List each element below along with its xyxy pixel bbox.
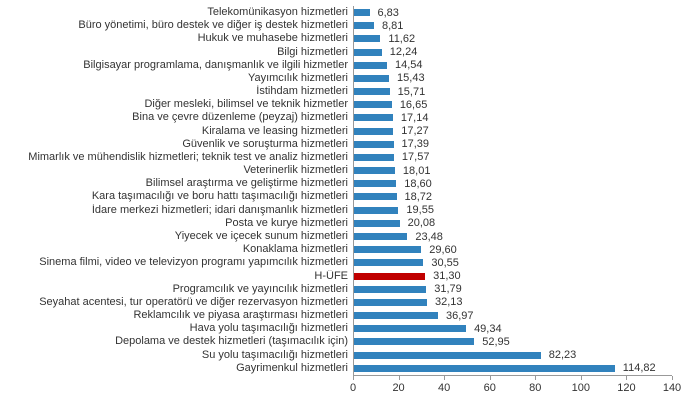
value-label: 14,54	[395, 59, 423, 72]
value-label: 15,43	[397, 72, 425, 85]
x-axis-tick-label: 40	[438, 381, 451, 394]
category-label: Veterinerlik hizmetleri	[243, 164, 348, 177]
x-axis-tick-label: 80	[529, 381, 542, 394]
bar	[354, 49, 382, 56]
x-axis-tick-label: 140	[662, 381, 682, 394]
category-label: Su yolu taşımacılığı hizmetleri	[201, 348, 348, 361]
plot-cell	[353, 72, 672, 85]
bar	[354, 75, 389, 82]
bar	[354, 233, 407, 240]
x-axis-tick	[626, 376, 627, 380]
x-axis	[349, 375, 682, 400]
value-label: 82,23	[548, 349, 577, 362]
bar	[354, 312, 438, 319]
x-axis-tick	[535, 376, 536, 380]
bar	[354, 286, 426, 293]
bar-row	[0, 46, 672, 59]
bar	[354, 193, 397, 200]
bar	[354, 35, 380, 42]
bar-row	[0, 151, 672, 164]
bar-row	[0, 190, 672, 203]
plot-cell	[353, 283, 672, 296]
plot-cell	[353, 190, 672, 203]
bar-row	[0, 177, 672, 190]
bar-row	[0, 72, 672, 85]
category-label: Diğer mesleki, bilimsel ve teknik hizmetler	[144, 98, 348, 111]
category-label: Telekomünikasyon hizmetleri	[207, 6, 348, 19]
category-label: Hava yolu taşımacılığı hizmetleri	[189, 322, 348, 335]
plot-cell	[353, 348, 672, 361]
value-label: 20,08	[407, 217, 436, 230]
bar-row	[0, 111, 672, 124]
category-label: İdare merkezi hizmetleri; idari danışmanlık hizmetleri	[91, 203, 348, 216]
bar	[354, 246, 421, 253]
value-label: 11,62	[388, 32, 416, 45]
bar	[354, 338, 474, 345]
bar	[354, 299, 427, 306]
bar	[354, 141, 394, 148]
plot-cell	[353, 151, 672, 164]
plot-cell	[353, 59, 672, 72]
plot-cell	[353, 335, 672, 348]
x-axis-tick-label: 120	[617, 381, 636, 394]
bar	[354, 167, 395, 174]
category-label: Gayrimenkul hizmetleri	[236, 361, 348, 374]
category-label: Reklamcılık ve piyasa araştırması hizmetleri	[133, 309, 348, 322]
x-axis-tick	[444, 376, 445, 380]
value-label: 31,79	[434, 283, 462, 296]
bar-row	[0, 296, 672, 309]
bar	[354, 9, 370, 16]
value-label: 18,01	[402, 164, 431, 177]
bar	[354, 114, 393, 121]
bar	[354, 154, 394, 161]
value-label: 30,55	[431, 256, 459, 269]
value-label: 36,97	[445, 309, 474, 322]
axis-spacer	[0, 375, 353, 400]
plot-cell	[353, 204, 672, 217]
x-axis-tick	[490, 376, 491, 380]
category-label: İstihdam hizmetleri	[256, 85, 348, 98]
bar	[354, 22, 374, 29]
bar-row	[0, 256, 672, 269]
category-label: Seyahat acentesi, tur operatörü ve diğer rezervasyon hizmetleri	[39, 295, 348, 308]
bar	[354, 101, 392, 108]
category-label: Yayımcılık hizmetleri	[247, 71, 348, 84]
plot-cell	[353, 111, 672, 124]
x-axis-row	[0, 375, 682, 400]
bar-row	[0, 230, 672, 243]
bar-row	[0, 164, 672, 177]
bar-row	[0, 322, 672, 335]
bar-row	[0, 138, 672, 151]
bar-row	[0, 98, 672, 111]
value-label: 49,34	[474, 322, 502, 335]
bar	[354, 180, 396, 187]
value-label: 31,30	[433, 270, 461, 283]
category-label: Depolama ve destek hizmetleri (taşımacılık için)	[115, 335, 348, 348]
x-axis-tick-label: 20	[392, 381, 405, 394]
bar	[354, 325, 466, 332]
category-label: Güvenlik ve soruşturma hizmetleri	[182, 137, 348, 150]
bar	[354, 259, 423, 266]
value-label: 16,65	[399, 98, 428, 111]
value-label: 17,57	[401, 151, 430, 164]
x-axis-tick-label: 60	[483, 381, 496, 394]
bar	[354, 352, 541, 359]
value-label: 18,72	[404, 190, 433, 203]
category-label: Yiyecek ve içecek sunum hizmetleri	[174, 230, 348, 242]
plot-cell	[353, 6, 672, 19]
category-label: Kiralama ve leasing hizmetleri	[201, 124, 348, 137]
bar-row	[0, 59, 672, 72]
category-label: Mimarlık ve mühendislik hizmetleri; teknik test ve analiz hizmetleri	[28, 150, 348, 163]
value-label: 15,71	[397, 85, 426, 98]
x-axis-tick	[581, 376, 582, 380]
plot-cell	[353, 32, 672, 45]
plot-cell	[353, 19, 672, 32]
plot-cell	[353, 362, 672, 375]
value-label: 52,95	[482, 335, 510, 348]
bar	[354, 220, 400, 227]
plot-cell	[353, 98, 672, 111]
bar-row	[0, 217, 672, 230]
bar-row	[0, 309, 672, 322]
value-label: 114,82	[622, 362, 656, 375]
category-label: Bina ve çevre düzenleme (peyzaj) hizmetleri	[132, 111, 348, 124]
bar-rows	[0, 6, 672, 375]
plot-cell	[353, 177, 672, 190]
plot-cell	[353, 256, 672, 269]
category-label: Konaklama hizmetleri	[242, 243, 348, 256]
value-label: 17,27	[401, 125, 429, 138]
bar	[354, 365, 615, 372]
value-label: 12,24	[389, 46, 418, 59]
value-label: 17,39	[401, 138, 430, 151]
bar-row	[0, 362, 672, 375]
category-label: Kara taşımacılığı ve boru hattı taşımacılığı hizmetleri	[91, 190, 348, 203]
bar	[354, 62, 387, 69]
plot-cell	[353, 85, 672, 98]
value-label: 23,48	[415, 230, 443, 243]
value-label: 6,83	[377, 6, 399, 19]
category-label: Programcılık ve yayıncılık hizmetleri	[172, 282, 348, 295]
category-label: Sinema filmi, video ve televizyon programı yapımcılık hizmetleri	[39, 256, 348, 269]
highlight-bar	[354, 273, 425, 280]
category-label: Hukuk ve muhasebe hizmetleri	[197, 32, 348, 45]
bar-row	[0, 125, 672, 138]
bar-row	[0, 6, 672, 19]
plot-cell	[353, 322, 672, 335]
value-label: 32,13	[434, 296, 463, 309]
value-label: 29,60	[429, 243, 457, 256]
bar-row	[0, 348, 672, 361]
bar-row	[0, 19, 672, 32]
bar-row	[0, 204, 672, 217]
bar	[354, 128, 393, 135]
plot-cell	[353, 138, 672, 151]
bar-row	[0, 85, 672, 98]
x-axis-tick	[399, 376, 400, 380]
value-label: 17,14	[400, 111, 429, 124]
plot-cell	[353, 46, 672, 59]
bar-row	[0, 243, 672, 256]
x-axis-tick-label: 0	[349, 381, 357, 394]
plot-cell	[353, 296, 672, 309]
plot-cell	[353, 269, 672, 282]
value-label: 18,60	[404, 177, 432, 190]
bar-row	[0, 32, 672, 45]
category-label: H-ÜFE	[314, 269, 348, 282]
x-axis-tick	[672, 376, 673, 380]
bar	[354, 88, 390, 95]
value-label: 8,81	[382, 19, 404, 32]
category-label: Bilgisayar programlama, danışmanlık ve ilgili hizmetler	[83, 58, 348, 71]
x-axis-tick	[353, 376, 354, 380]
plot-cell	[353, 243, 672, 256]
bar-row	[0, 335, 672, 348]
plot-cell	[353, 309, 672, 322]
plot-cell	[353, 164, 672, 177]
bar-row	[0, 269, 672, 282]
bar	[354, 207, 398, 214]
plot-cell	[353, 125, 672, 138]
category-label: Büro yönetimi, büro destek ve diğer iş destek hizmetleri	[78, 19, 348, 32]
category-label: Bilimsel araştırma ve geliştirme hizmetleri	[145, 177, 348, 190]
plot-cell	[353, 217, 672, 230]
value-label: 19,55	[406, 204, 434, 217]
category-label: Bilgi hizmetleri	[277, 45, 348, 58]
x-axis-tick-label: 100	[571, 381, 591, 394]
category-label: Posta ve kurye hizmetleri	[225, 216, 348, 229]
plot-cell	[353, 230, 672, 243]
bar-row	[0, 283, 672, 296]
